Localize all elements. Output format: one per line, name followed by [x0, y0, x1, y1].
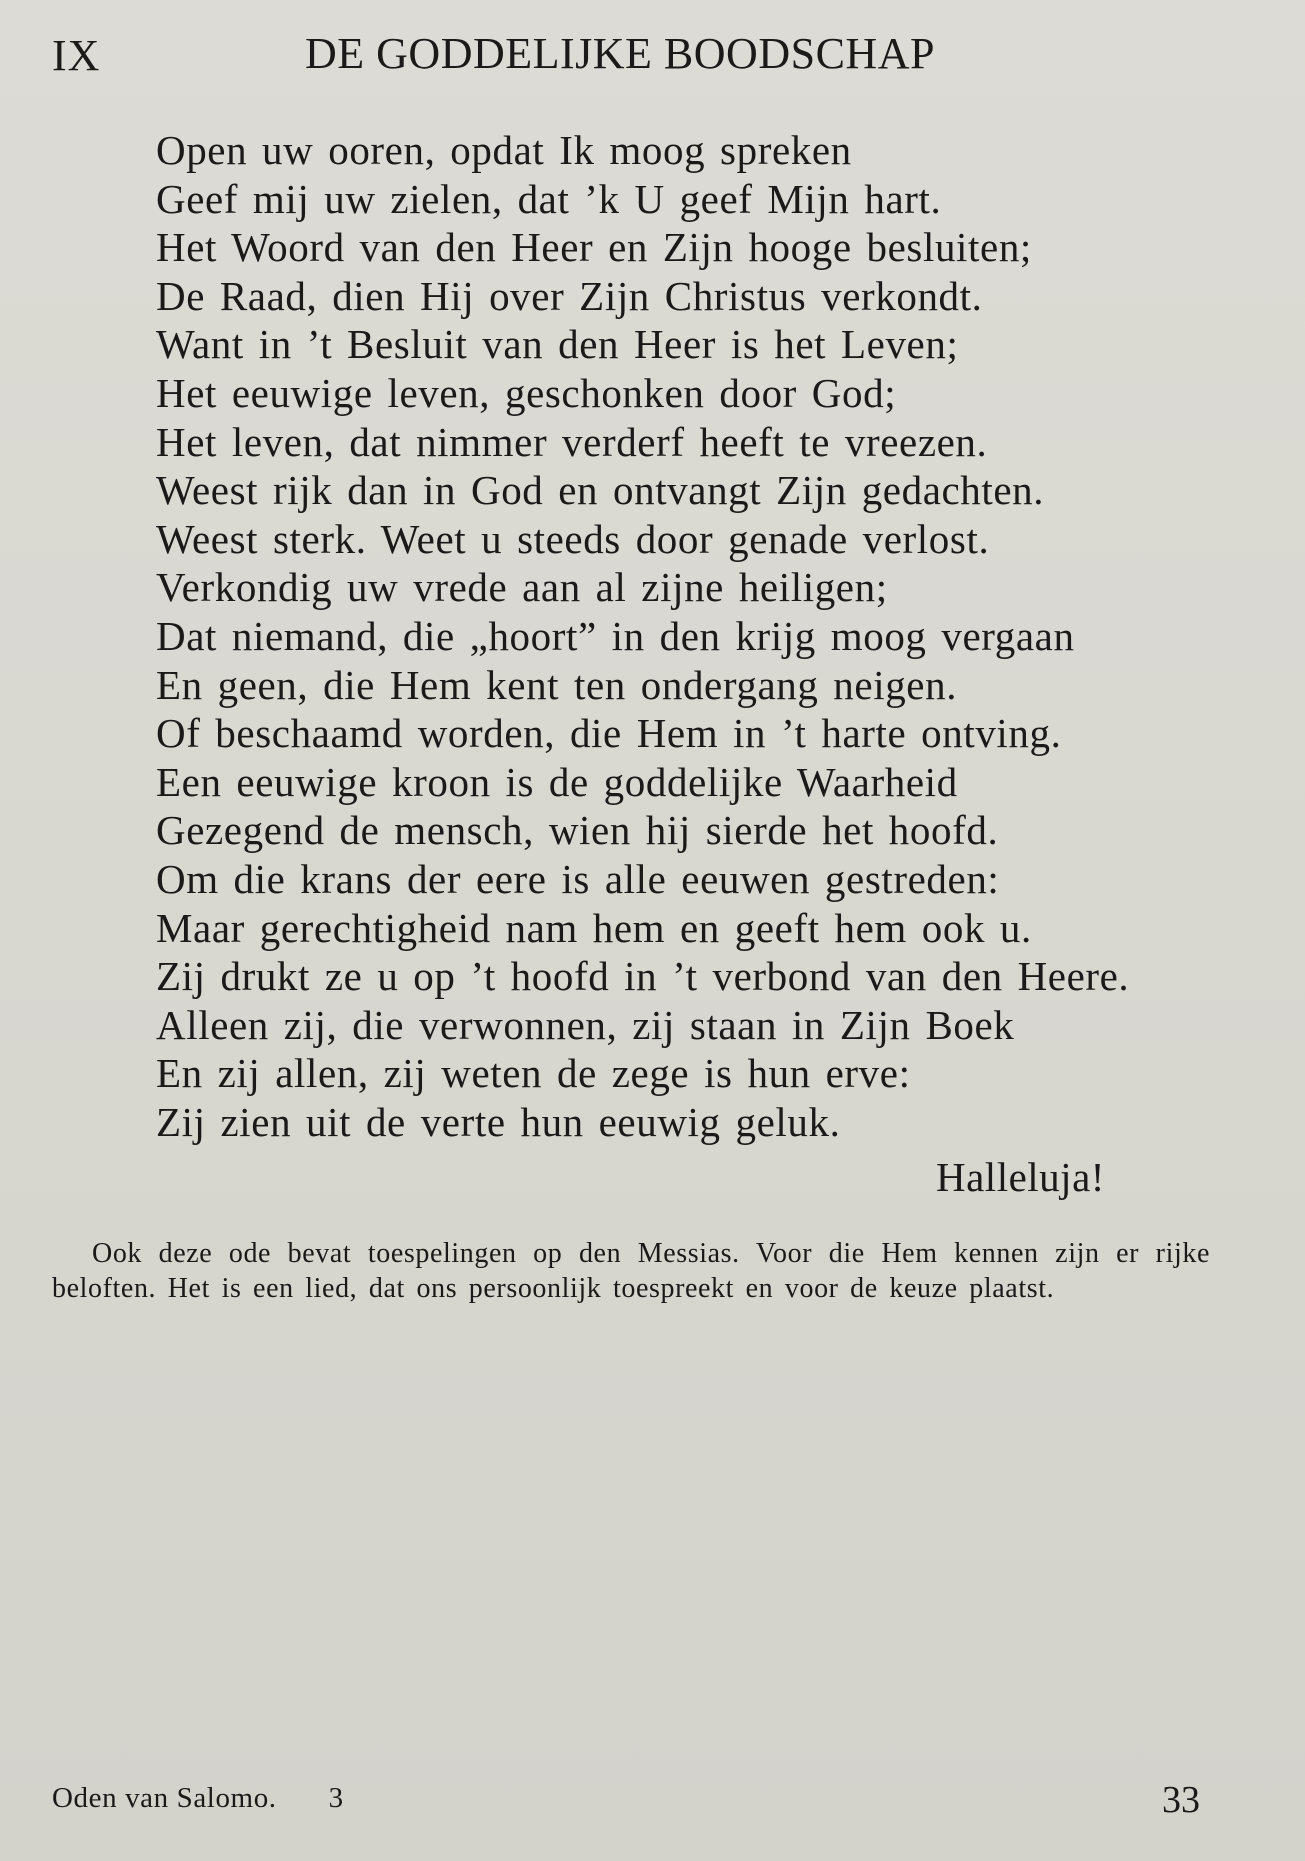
poem-line: Open uw ooren, opdat Ik moog spreken — [156, 127, 852, 173]
commentary-paragraph: Ook deze ode bevat toespelingen op den Messias. Voor die Hem kennen zijn er rijke beloften. Het is een lied, dat ons persoonlijk toespreekt en voor de keuze plaatst. — [52, 1238, 1210, 1304]
poem-line: Een eeuwige kroon is de goddelijke Waarheid — [156, 758, 958, 805]
book-title: Oden van Salomo. — [52, 1782, 277, 1814]
poem-line: Maar gerechtigheid nam hem en geeft hem ook u. — [156, 904, 1032, 951]
page-number: 33 — [1162, 1779, 1200, 1821]
poem-line: Verkondig uw vrede aan al zijne heiligen; — [156, 564, 888, 611]
poem-line: Gezegend de mensch, wien hij sierde het hoofd. — [156, 807, 999, 854]
poem-line: En zij allen, zij weten de zege is hun erve: — [156, 1050, 911, 1097]
poem-line: Weest sterk. Weet u steeds door genade verlost. — [156, 515, 990, 562]
poem-line: Zij zien uit de verte hun eeuwig geluk. — [156, 1098, 841, 1145]
ode-number: IX — [52, 31, 101, 80]
poem-line: Het eeuwige leven, geschonken door God; — [156, 369, 897, 416]
poem-line: En geen, die Hem kent ten ondergang neigen. — [156, 661, 958, 708]
poem-line: Het leven, dat nimmer verderf heeft te vreezen. — [156, 418, 988, 465]
poem-line: Want in ’t Besluit van den Heer is het Leven; — [156, 321, 959, 368]
poem-line: Dat niemand, die „hoort” in den krijg moog vergaan — [156, 612, 1075, 659]
poem — [156, 126, 1236, 1146]
poem-line: Alleen zij, die verwonnen, zij staan in Zijn Boek — [156, 1001, 1015, 1048]
poem-line: Geef mij uw zielen, dat ’k U geef Mijn hart. — [156, 175, 942, 222]
page-title: DE GODDELIJKE BOODSCHAP — [305, 29, 935, 78]
poem-line: Zij drukt ze u op ’t hoofd in ’t verbond van den Heere. — [156, 953, 1130, 1000]
poem-line: Om die krans der eere is alle eeuwen gestreden: — [156, 855, 1000, 902]
poem-line: Of beschaamd worden, die Hem in ’t harte ontving. — [156, 710, 1062, 757]
poem-closing: Halleluja! — [936, 1154, 1105, 1200]
poem-line: Weest rijk dan in God en ontvangt Zijn gedachten. — [156, 467, 1045, 514]
poem-line: De Raad, dien Hij over Zijn Christus verkondt. — [156, 272, 983, 319]
footer-signature-line — [52, 1782, 344, 1815]
poem-line: Het Woord van den Heer en Zijn hooge besluiten; — [156, 224, 1032, 271]
signature-mark: 3 — [328, 1782, 344, 1814]
